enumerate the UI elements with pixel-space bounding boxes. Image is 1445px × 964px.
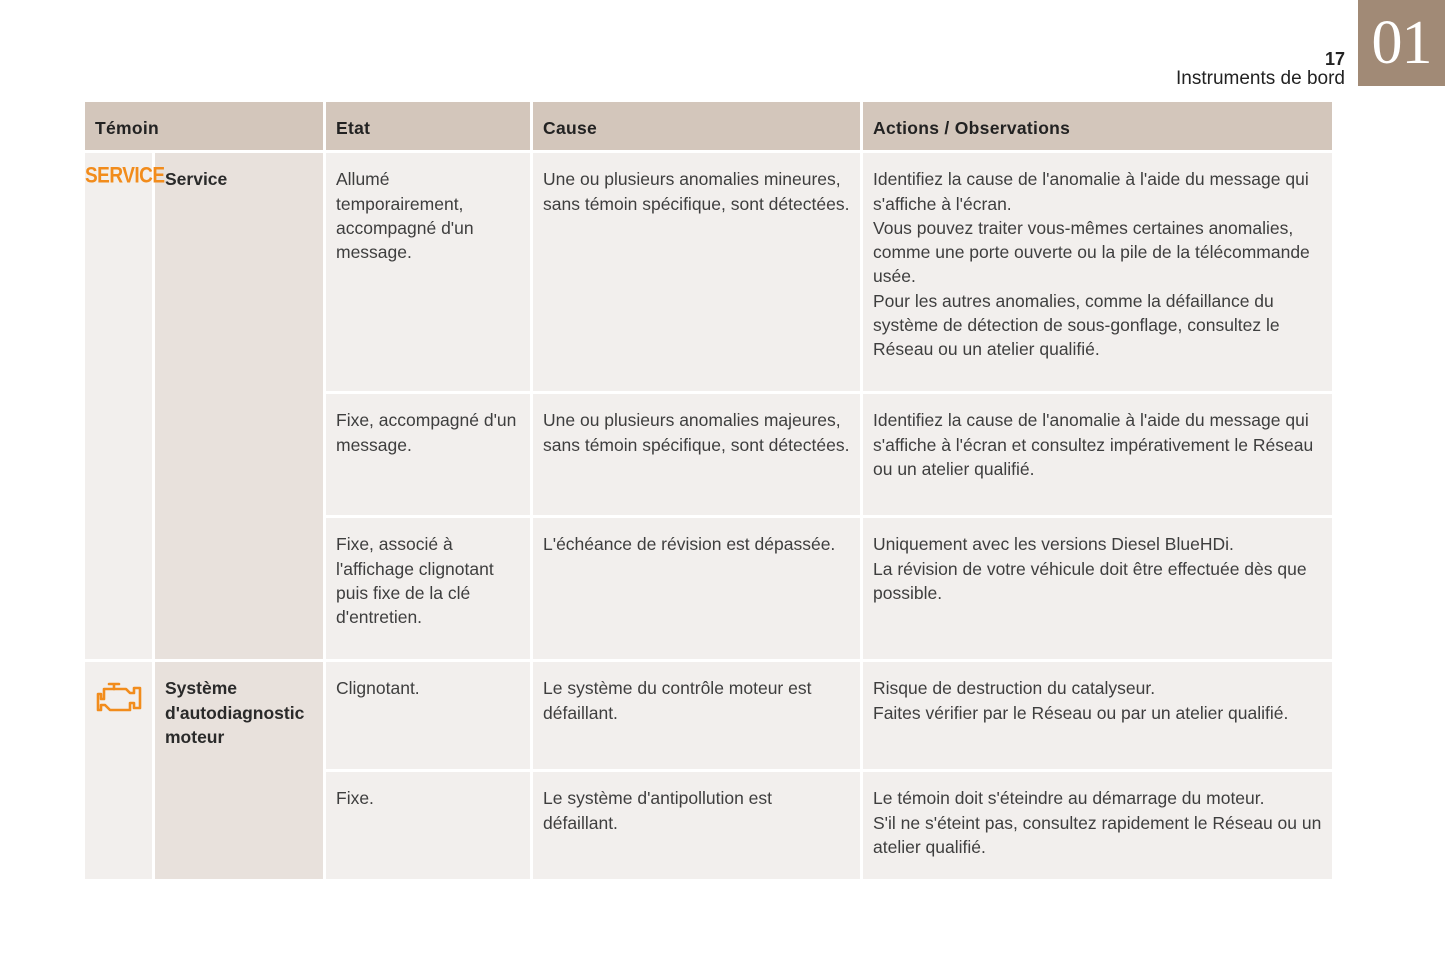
action-line: S'il ne s'éteint pas, consultez rapidement le Réseau ou un atelier qualifié. [873,812,1322,857]
etat-cell: Fixe, accompagné d'un message. [326,394,533,518]
cause-cell: Une ou plusieurs anomalies majeures, sans témoin spécifique, sont détectées. [533,394,863,518]
header-actions: Actions / Observations [863,102,1332,153]
warning-lights-table [85,102,1332,882]
header-etat: Etat [326,102,533,153]
actions-cell [863,153,1332,394]
actions-cell [863,662,1332,772]
cause-cell: Le système du contrôle moteur est défaillant. [533,662,863,772]
cause-cell: Une ou plusieurs anomalies mineures, sans témoin spécifique, sont détectées. [533,153,863,394]
engine-icon-cell [85,662,155,882]
chapter-tab: 01 [1358,0,1445,86]
action-line: Identifiez la cause de l'anomalie à l'aide du message qui s'affiche à l'écran. [873,169,1309,214]
section-title: Instruments de bord [1176,68,1345,89]
etat-cell: Fixe. [326,772,533,882]
page-number: 17 [1324,49,1345,69]
service-icon-cell [85,153,165,662]
action-line: Vous pouvez traiter vous-mêmes certaines anomalies, comme une porte ouverte ou la pile de la télécommande usée. [873,217,1310,287]
warning-name: Service [155,153,326,662]
service-warning-icon: SERVICE [85,164,165,189]
header-temoin: Témoin [85,102,326,153]
etat-cell: Clignotant. [326,662,533,772]
action-line: La révision de votre véhicule doit être effectuée dès que possible. [873,558,1307,603]
action-line: Identifiez la cause de l'anomalie à l'aide du message qui s'affiche à l'écran et consultez impérativement le Réseau ou un atelier qualifié. [873,410,1314,479]
table-header-row [85,102,1332,153]
actions-cell [863,394,1332,518]
cause-cell: Le système d'antipollution est défaillant. [533,772,863,882]
header-cause: Cause [533,102,863,153]
action-line: Pour les autres anomalies, comme la défaillance du système de détection de sous-gonflage, consultez le Réseau ou un atelier qualifié. [873,290,1280,360]
engine-check-icon [95,680,143,716]
etat-cell: Fixe, associé à l'affichage clignotant puis fixe de la clé d'entretien. [326,518,533,662]
action-line: Risque de destruction du catalyseur. [873,678,1156,699]
actions-cell [863,518,1332,662]
action-line: Faites vérifier par le Réseau ou par un atelier qualifié. [873,702,1289,723]
action-line: Le témoin doit s'éteindre au démarrage du moteur. [873,788,1265,809]
etat-cell: Allumé temporairement, accompagné d'un message. [326,153,533,394]
actions-cell [863,772,1332,882]
table-row [85,153,1332,394]
cause-cell: L'échéance de révision est dépassée. [533,518,863,662]
table-row [85,662,1332,772]
action-line: Uniquement avec les versions Diesel BlueHDi. [873,534,1234,555]
warning-name: Système d'autodiagnostic moteur [155,662,326,882]
